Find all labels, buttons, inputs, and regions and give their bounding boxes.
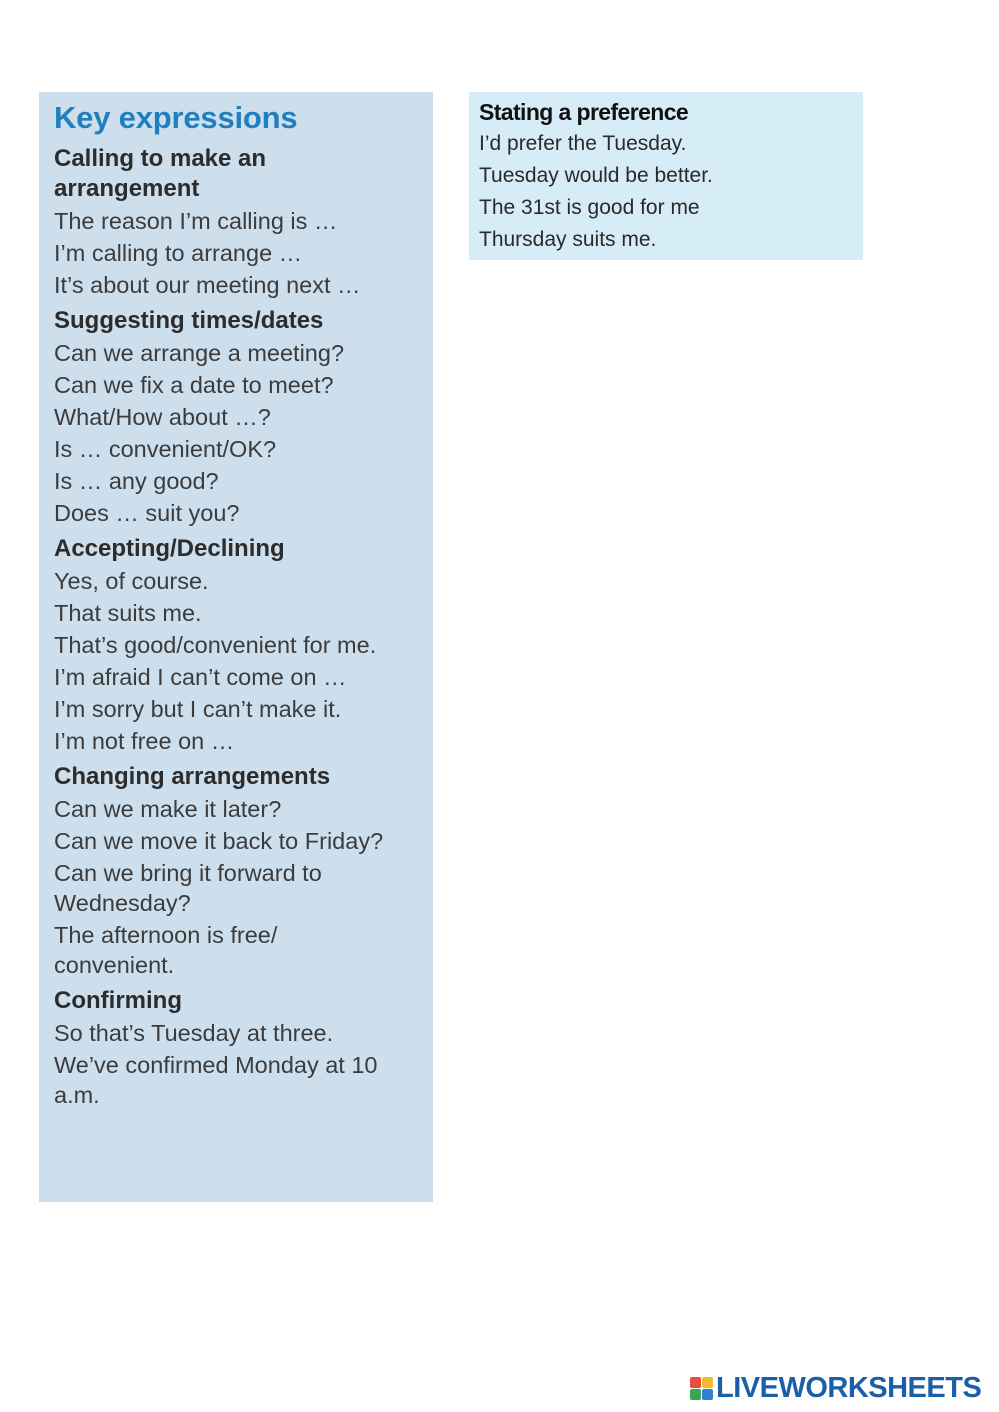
expression-item: I’m calling to arrange … [54, 240, 303, 266]
expression-item: Yes, of course. [54, 568, 209, 594]
section-suggesting [54, 306, 423, 528]
expression-item: Can we move it back to Friday? [54, 828, 384, 854]
expression-item: It’s about our meeting next … [54, 272, 361, 298]
section-heading: Suggesting times/dates [54, 307, 324, 334]
section-heading: Changing arrangements [54, 763, 331, 790]
key-expressions-panel [39, 92, 433, 1202]
preference-heading: Stating a preference [479, 99, 689, 125]
expression-item: The afternoon is free/ convenient. [54, 922, 278, 978]
expression-item: Can we arrange a meeting? [54, 340, 345, 366]
logo-square-yellow [702, 1377, 713, 1388]
liveworksheets-brand[interactable] [690, 1371, 981, 1405]
preference-panel [469, 92, 863, 260]
section-heading: Calling to make an arrangement [54, 145, 267, 202]
expression-item: We’ve confirmed Monday at 10 a.m. [54, 1052, 378, 1108]
brand-text: LIVEWORKSHEETS [716, 1371, 982, 1404]
preference-item: Tuesday would be better. [479, 164, 713, 187]
expression-item: I’m not free on … [54, 728, 235, 754]
expression-item: That suits me. [54, 600, 202, 626]
expression-list [54, 1018, 423, 1110]
expression-item: So that’s Tuesday at three. [54, 1020, 334, 1046]
logo-square-green [690, 1389, 701, 1400]
section-heading: Accepting/Declining [54, 535, 285, 562]
preference-item: The 31st is good for me [479, 196, 700, 219]
expression-list [54, 206, 423, 300]
logo-square-red [690, 1377, 701, 1388]
expression-item: I’m sorry but I can’t make it. [54, 696, 342, 722]
panel-title: Key expressions [54, 100, 298, 135]
expression-item: Can we make it later? [54, 796, 282, 822]
expression-item: Is … convenient/OK? [54, 436, 277, 462]
expression-list [54, 566, 423, 756]
expression-item: I’m afraid I can’t come on … [54, 664, 347, 690]
expression-item: Can we fix a date to meet? [54, 372, 334, 398]
expression-list [54, 794, 423, 980]
expression-item: Does … suit you? [54, 500, 240, 526]
preference-item: Thursday suits me. [479, 228, 657, 251]
section-heading: Confirming [54, 987, 182, 1014]
expression-item: That’s good/convenient for me. [54, 632, 377, 658]
expression-item: Is … any good? [54, 468, 219, 494]
expression-list [54, 338, 423, 528]
section-calling [54, 144, 423, 300]
expression-item: What/How about …? [54, 404, 271, 430]
expression-item: The reason I’m calling is … [54, 208, 338, 234]
preference-list [479, 128, 853, 256]
expression-item: Can we bring it forward to Wednesday? [54, 860, 322, 916]
section-accepting [54, 534, 423, 756]
logo-square-blue [702, 1389, 713, 1400]
section-confirming [54, 986, 423, 1110]
liveworksheets-logo-icon [690, 1377, 713, 1400]
section-changing [54, 762, 423, 980]
preference-item: I’d prefer the Tuesday. [479, 132, 687, 155]
